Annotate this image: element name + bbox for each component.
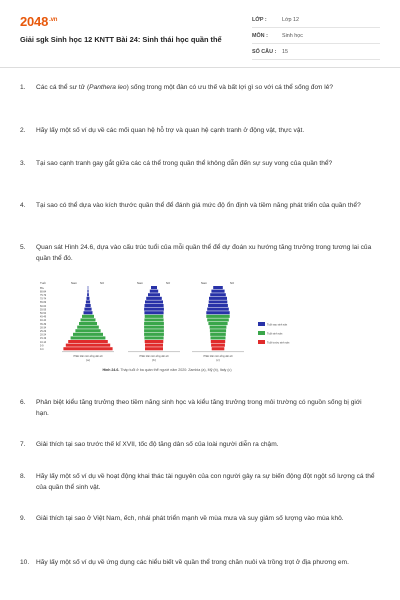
pyramid-bar-female xyxy=(154,293,160,296)
meta-row-count xyxy=(252,44,380,60)
pyramid-bar-male xyxy=(209,297,218,300)
legend-label: Tuổi sinh sản xyxy=(267,332,283,336)
pyramid-bar-male xyxy=(144,336,154,339)
pyramid-bar-male xyxy=(84,308,88,311)
question-number: 5. xyxy=(20,244,26,251)
pyramid-bar-female xyxy=(218,344,225,347)
question-text: Hãy lấy một số ví dụ về ứng dụng các hiểu biết về quần thể trong chăn nuôi và trồng trọt ở địa phương em. xyxy=(36,559,349,566)
question-item xyxy=(20,557,382,587)
panel-label: (b) xyxy=(152,357,156,362)
question-text: Tại sao cạnh tranh gay gắt giữa các cá thể trong quần thể không dẫn đến sự suy vong của quần thể? xyxy=(36,160,333,167)
pyramid-bar-male xyxy=(210,329,218,332)
page-title: Giải sgk Sinh học 12 KNTT Bài 24: Sinh thái học quần thể xyxy=(20,35,222,44)
pyramid-bar-female xyxy=(154,290,158,293)
pyramid-bar-female xyxy=(88,326,99,329)
pyramid-bar-male xyxy=(146,297,154,300)
pyramid-bar-male xyxy=(75,329,88,332)
age-tick-label: 15-19 xyxy=(40,337,47,341)
figure-caption: Hình 24.6. Tháp tuổi ở ba quần thể người năm 2020: Zambia (a), Mỹ (b), Italy (c) xyxy=(102,368,232,372)
meta-value: Lớp 12 xyxy=(282,16,300,23)
pyramid-bar-female xyxy=(218,290,225,293)
x-axis-caption: Phần trăm trên tổng dân số xyxy=(73,354,103,358)
male-label: Nam xyxy=(200,281,208,285)
legend-label: Tuổi sau sinh sản xyxy=(267,323,288,327)
pyramid-bar-male xyxy=(71,336,88,339)
pyramid-bar-male xyxy=(87,290,88,293)
pyramid-bar-male xyxy=(144,329,154,332)
question-item xyxy=(20,82,382,125)
age-tick-label: 30-34 xyxy=(40,326,47,330)
pyramid-bar-male xyxy=(207,308,218,311)
question-item xyxy=(20,397,382,439)
pyramid-bar-female xyxy=(88,311,93,314)
meta-key: MÔN : xyxy=(252,32,268,39)
pyramid-bar-female xyxy=(88,329,101,332)
pyramid-bar-female xyxy=(154,286,157,289)
pyramid-bar-female xyxy=(88,340,108,343)
pyramid-bar-male xyxy=(208,304,218,307)
pyramid-bar-male xyxy=(208,322,218,325)
pyramid-bar-male xyxy=(144,326,154,329)
pyramid-bar-male xyxy=(212,347,218,350)
question-text: Giải thích tại sao ở Việt Nam, ếch, nhái phát triển mạnh về mùa mưa và suy giảm số lượng vào mùa khô. xyxy=(36,515,344,522)
pyramid-bar-female xyxy=(218,329,226,332)
question-item xyxy=(20,200,382,242)
question-number: 7. xyxy=(20,441,26,448)
pyramid-bar-female xyxy=(154,304,164,307)
pyramid-bar-male xyxy=(84,311,89,314)
pyramid-bar-male xyxy=(144,318,154,321)
pyramid-bar-female xyxy=(154,336,164,339)
pyramid-bar-male xyxy=(206,315,218,318)
question-number: 9. xyxy=(20,515,26,522)
pyramid-bar-female xyxy=(88,344,110,347)
pyramid-bar-female xyxy=(88,308,92,311)
age-tick-label: 20-24 xyxy=(40,333,47,337)
pyramid-bar-male xyxy=(150,290,154,293)
pyramid-bar-male xyxy=(145,344,154,347)
pyramid-bar-female xyxy=(154,340,163,343)
pyramid-bar-female xyxy=(88,347,113,350)
age-tick-label: 70-74 xyxy=(40,297,47,301)
pyramid-bar-female xyxy=(154,347,163,350)
pyramid-bar-male xyxy=(211,336,219,339)
pyramid-bar-female xyxy=(154,322,164,325)
question-item xyxy=(20,158,382,200)
meta-table xyxy=(252,12,380,60)
pyramid-bar-male xyxy=(145,300,154,303)
pyramid-bar-female xyxy=(154,297,162,300)
age-pyramid-figure xyxy=(36,278,298,378)
pyramid-bar-male xyxy=(209,300,218,303)
x-axis-caption: Phần trăm trên tổng dân số xyxy=(203,354,233,358)
question-text: Giải thích tại sao trước thế kỉ XVII, tốc độ tăng dân số của loài người diễn ra chậm. xyxy=(36,441,279,448)
pyramid-bar-male xyxy=(213,286,218,289)
pyramid-bar-male xyxy=(211,340,218,343)
pyramid-bar-male xyxy=(145,340,154,343)
pyramid-bar-female xyxy=(88,336,105,339)
pyramid-bar-male xyxy=(82,315,88,318)
age-tick-label: 25-29 xyxy=(40,330,47,333)
pyramid-bar-female xyxy=(88,318,96,321)
panel-label: (a) xyxy=(86,357,90,362)
pyramid-bar-male xyxy=(145,315,154,318)
pyramid-bar-female xyxy=(154,308,164,311)
meta-value: 15 xyxy=(282,48,288,55)
pyramid-bar-male xyxy=(87,297,89,300)
pyramid-bar-male xyxy=(144,311,154,314)
male-label: Nam xyxy=(136,281,144,285)
x-axis-caption: Phần trăm trên tổng dân số xyxy=(139,354,169,358)
panel-label: (c) xyxy=(216,357,220,362)
age-tick-label: 60-64 xyxy=(40,304,47,308)
pyramid-bar-female xyxy=(154,300,163,303)
age-tick-label: 5-9 xyxy=(40,344,44,348)
pyramid-bar-male xyxy=(79,322,88,325)
age-axis-title: Tuổi xyxy=(40,281,46,285)
male-label: Nam xyxy=(70,281,78,285)
logo-main: 2048 xyxy=(20,14,49,29)
pyramid-bar-male xyxy=(85,304,88,307)
pyramid-bar-female xyxy=(218,311,230,314)
meta-row-subject xyxy=(252,28,380,44)
question-text: Các cá thể sư tử (Panthera leo) sống trong một đàn có ưu thế và bất lợi gì so với cá thể sống đơn lẻ? xyxy=(36,84,334,91)
pyramid-bar-female xyxy=(218,308,229,311)
pyramid-bar-male xyxy=(81,318,89,321)
question-text: Phân biệt kiểu tăng trưởng theo tiềm năng sinh học và kiểu tăng trưởng trong môi trường có nguồn sống bị giới hạn. xyxy=(36,399,362,417)
pyramid-bar-female xyxy=(154,315,163,318)
pyramid-bar-male xyxy=(73,333,88,336)
pyramid-bar-male xyxy=(144,308,154,311)
age-tick-label: 75-79 xyxy=(40,294,47,297)
pyramid-bar-female xyxy=(218,286,223,289)
pyramid-bar-female xyxy=(218,315,230,318)
pyramid-bar-female xyxy=(88,293,89,296)
question-number: 6. xyxy=(20,399,26,406)
pyramid-bar-female xyxy=(88,300,90,303)
pyramid-bar-male xyxy=(207,318,218,321)
meta-value: Sinh học xyxy=(282,32,303,39)
pyramid-bar-male xyxy=(144,322,154,325)
pyramid-bar-female xyxy=(218,326,226,329)
pyramid-bar-female xyxy=(88,290,89,293)
question-number: 8. xyxy=(20,473,26,480)
pyramid-bar-female xyxy=(154,326,164,329)
legend-label: Tuổi trước sinh sản xyxy=(267,341,290,345)
page-header xyxy=(0,0,400,68)
female-label: Nữ xyxy=(165,281,171,285)
meta-row-grade xyxy=(252,12,380,28)
age-tick-label: 45-49 xyxy=(40,315,47,319)
age-tick-label: 85+ xyxy=(40,286,45,290)
pyramid-bar-female xyxy=(88,322,97,325)
age-tick-label: 65-69 xyxy=(40,301,47,305)
pyramid-bar-male xyxy=(86,300,88,303)
pyramid-bar-female xyxy=(88,315,94,318)
meta-key: LỚP : xyxy=(252,16,267,23)
pyramid-bar-female xyxy=(218,336,226,339)
pyramid-bar-female xyxy=(218,297,227,300)
question-number: 3. xyxy=(20,160,26,167)
female-label: Nữ xyxy=(229,281,235,285)
pyramid-bar-male xyxy=(206,311,218,314)
pyramid-bar-male xyxy=(87,293,88,296)
pyramid-bar-male xyxy=(77,326,88,329)
pyramid-bar-male xyxy=(68,340,88,343)
age-tick-label: 55-59 xyxy=(40,308,47,312)
pyramid-bar-female xyxy=(154,333,164,336)
pyramid-bar-female xyxy=(88,304,91,307)
legend-swatch xyxy=(258,322,265,326)
question-text: Quan sát Hình 24.6, dựa vào cấu trúc tuổi của mỗi quần thể để dự đoán xu hướng tăng trưởng trong tương lai của quần thể đó. xyxy=(36,244,372,262)
pyramid-bar-female xyxy=(218,318,229,321)
question-text: Hãy lấy một số ví dụ về các mối quan hệ hỗ trợ và quan hệ cạnh tranh ở động vật, thực vật. xyxy=(36,127,305,134)
pyramid-bar-male xyxy=(148,293,154,296)
pyramid-bar-female xyxy=(218,322,228,325)
question-number: 10. xyxy=(20,559,30,566)
age-tick-label: 50-54 xyxy=(40,312,47,315)
pyramid-bar-female xyxy=(154,344,163,347)
question-number: 1. xyxy=(20,84,26,91)
meta-key: SỐ CÂU : xyxy=(252,48,277,55)
logo-suffix: .vn xyxy=(49,16,58,23)
question-item xyxy=(20,471,382,513)
age-tick-label: 80-84 xyxy=(40,290,47,294)
question-number: 4. xyxy=(20,202,26,209)
female-label: Nữ xyxy=(99,281,105,285)
site-logo[interactable] xyxy=(20,14,57,29)
pyramid-bar-male xyxy=(211,290,218,293)
age-tick-label: 35-39 xyxy=(40,322,47,326)
question-item xyxy=(20,439,382,471)
pyramid-bar-female xyxy=(218,347,224,350)
legend-swatch xyxy=(258,331,265,335)
pyramid-bar-male xyxy=(210,293,218,296)
pyramid-bar-female xyxy=(218,304,228,307)
pyramid-bar-male xyxy=(210,326,218,329)
question-item xyxy=(20,513,382,557)
age-tick-label: 0-4 xyxy=(40,348,44,351)
pyramid-bar-male xyxy=(144,304,154,307)
age-tick-label: 40-44 xyxy=(40,319,47,323)
question-number: 2. xyxy=(20,127,26,134)
pyramid-bar-female xyxy=(218,293,226,296)
pyramid-bar-female xyxy=(218,333,226,336)
pyramid-bar-male xyxy=(144,333,154,336)
pyramid-bar-female xyxy=(88,297,90,300)
pyramid-bar-male xyxy=(151,286,154,289)
age-tick-label: 10-14 xyxy=(40,340,47,344)
pyramid-bar-female xyxy=(154,318,164,321)
pyramid-bar-female xyxy=(88,333,103,336)
pyramid-bar-male xyxy=(211,344,218,347)
legend-swatch xyxy=(258,340,265,344)
pyramid-bar-female xyxy=(218,300,227,303)
pyramid-bar-female xyxy=(154,311,164,314)
pyramid-bar-female xyxy=(154,329,164,332)
pyramid-bar-male xyxy=(66,344,88,347)
pyramid-bar-male xyxy=(63,347,88,350)
pyramid-bar-female xyxy=(218,340,225,343)
pyramid-bar-male xyxy=(210,333,218,336)
question-item xyxy=(20,125,382,158)
pyramid-bar-male xyxy=(145,347,154,350)
question-text: Tại sao có thể dựa vào kích thước quần thể để đánh giá mức độ ổn định và tiềm năng phát triển của quần thể? xyxy=(36,202,361,209)
question-text: Hãy lấy một số ví dụ về hoạt động khai thác tài nguyên của con người gây ra sự biến động đột ngột số lượng cá thể của quần thể sinh vật. xyxy=(36,473,375,491)
